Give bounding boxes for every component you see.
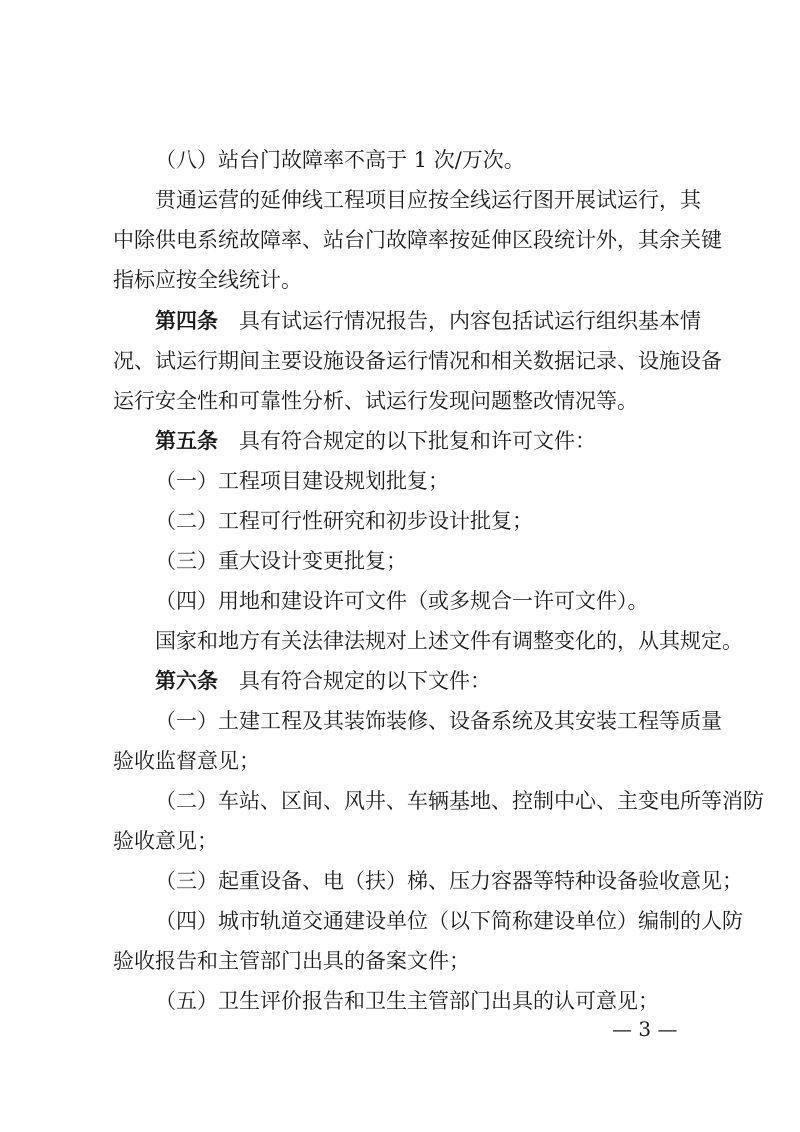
article-5-item-2: （二）工程可行性研究和初步设计批复； (155, 509, 533, 533)
article-5-heading: 第五条 (155, 429, 218, 453)
page-number: — 3 — (612, 1017, 678, 1041)
article-6-heading: 第六条 (155, 669, 218, 693)
article-5-item-3: （三）重大设计变更批复； (155, 549, 407, 573)
item-8-line-1: （八）站台门故障率不高于 1 次/万次。 (155, 148, 525, 172)
extension-line-para-line-3: 指标应按全线统计。 (113, 268, 302, 292)
article-5-text: 具有符合规定的以下批复和许可文件： (239, 429, 596, 453)
extension-line-para-line-1: 贯通运营的延伸线工程项目应按全线运行图开展试运行，其 (155, 188, 701, 212)
article-6-line-1 (155, 666, 491, 696)
article-4-line-2: 况、试运行期间主要设施设备运行情况和相关数据记录、设施设备 (113, 349, 722, 373)
article-5-item-4: （四）用地和建设许可文件（或多规合一许可文件）。 (155, 589, 649, 613)
article-6-item-3: （三）起重设备、电（扶）梯、压力容器等特种设备验收意见； (155, 869, 743, 893)
article-6-item-2-line-1: （二）车站、区间、风井、车辆基地、控制中心、主变电所等消防 (155, 789, 764, 813)
article-5-note: 国家和地方有关法律法规对上述文件有调整变化的，从其规定。 (155, 629, 743, 653)
article-4-line-3: 运行安全性和可靠性分析、试运行发现问题整改情况等。 (113, 389, 638, 413)
extension-line-para-line-2: 中除供电系统故障率、站台门故障率按延伸区段统计外，其余关键 (113, 228, 722, 252)
article-5-line-1 (155, 426, 596, 456)
article-4-line-1 (155, 306, 701, 336)
article-5-item-1: （一）工程项目建设规划批复； (155, 469, 449, 493)
article-6-item-4-line-2: 验收报告和主管部门出具的备案文件； (113, 949, 470, 973)
article-6-item-2-line-2: 验收意见； (113, 829, 218, 853)
article-6-item-1-line-2: 验收监督意见； (113, 749, 260, 773)
article-4-heading: 第四条 (155, 309, 218, 333)
article-6-item-5: （五）卫生评价报告和卫生主管部门出具的认可意见； (155, 989, 659, 1013)
article-4-text: 具有试运行情况报告，内容包括试运行组织基本情 (239, 309, 701, 333)
article-6-item-4-line-1: （四）城市轨道交通建设单位（以下简称建设单位）编制的人防 (155, 909, 743, 933)
article-6-item-1-line-1: （一）土建工程及其装饰装修、设备系统及其安装工程等质量 (155, 709, 722, 733)
article-6-text: 具有符合规定的以下文件： (239, 669, 491, 693)
